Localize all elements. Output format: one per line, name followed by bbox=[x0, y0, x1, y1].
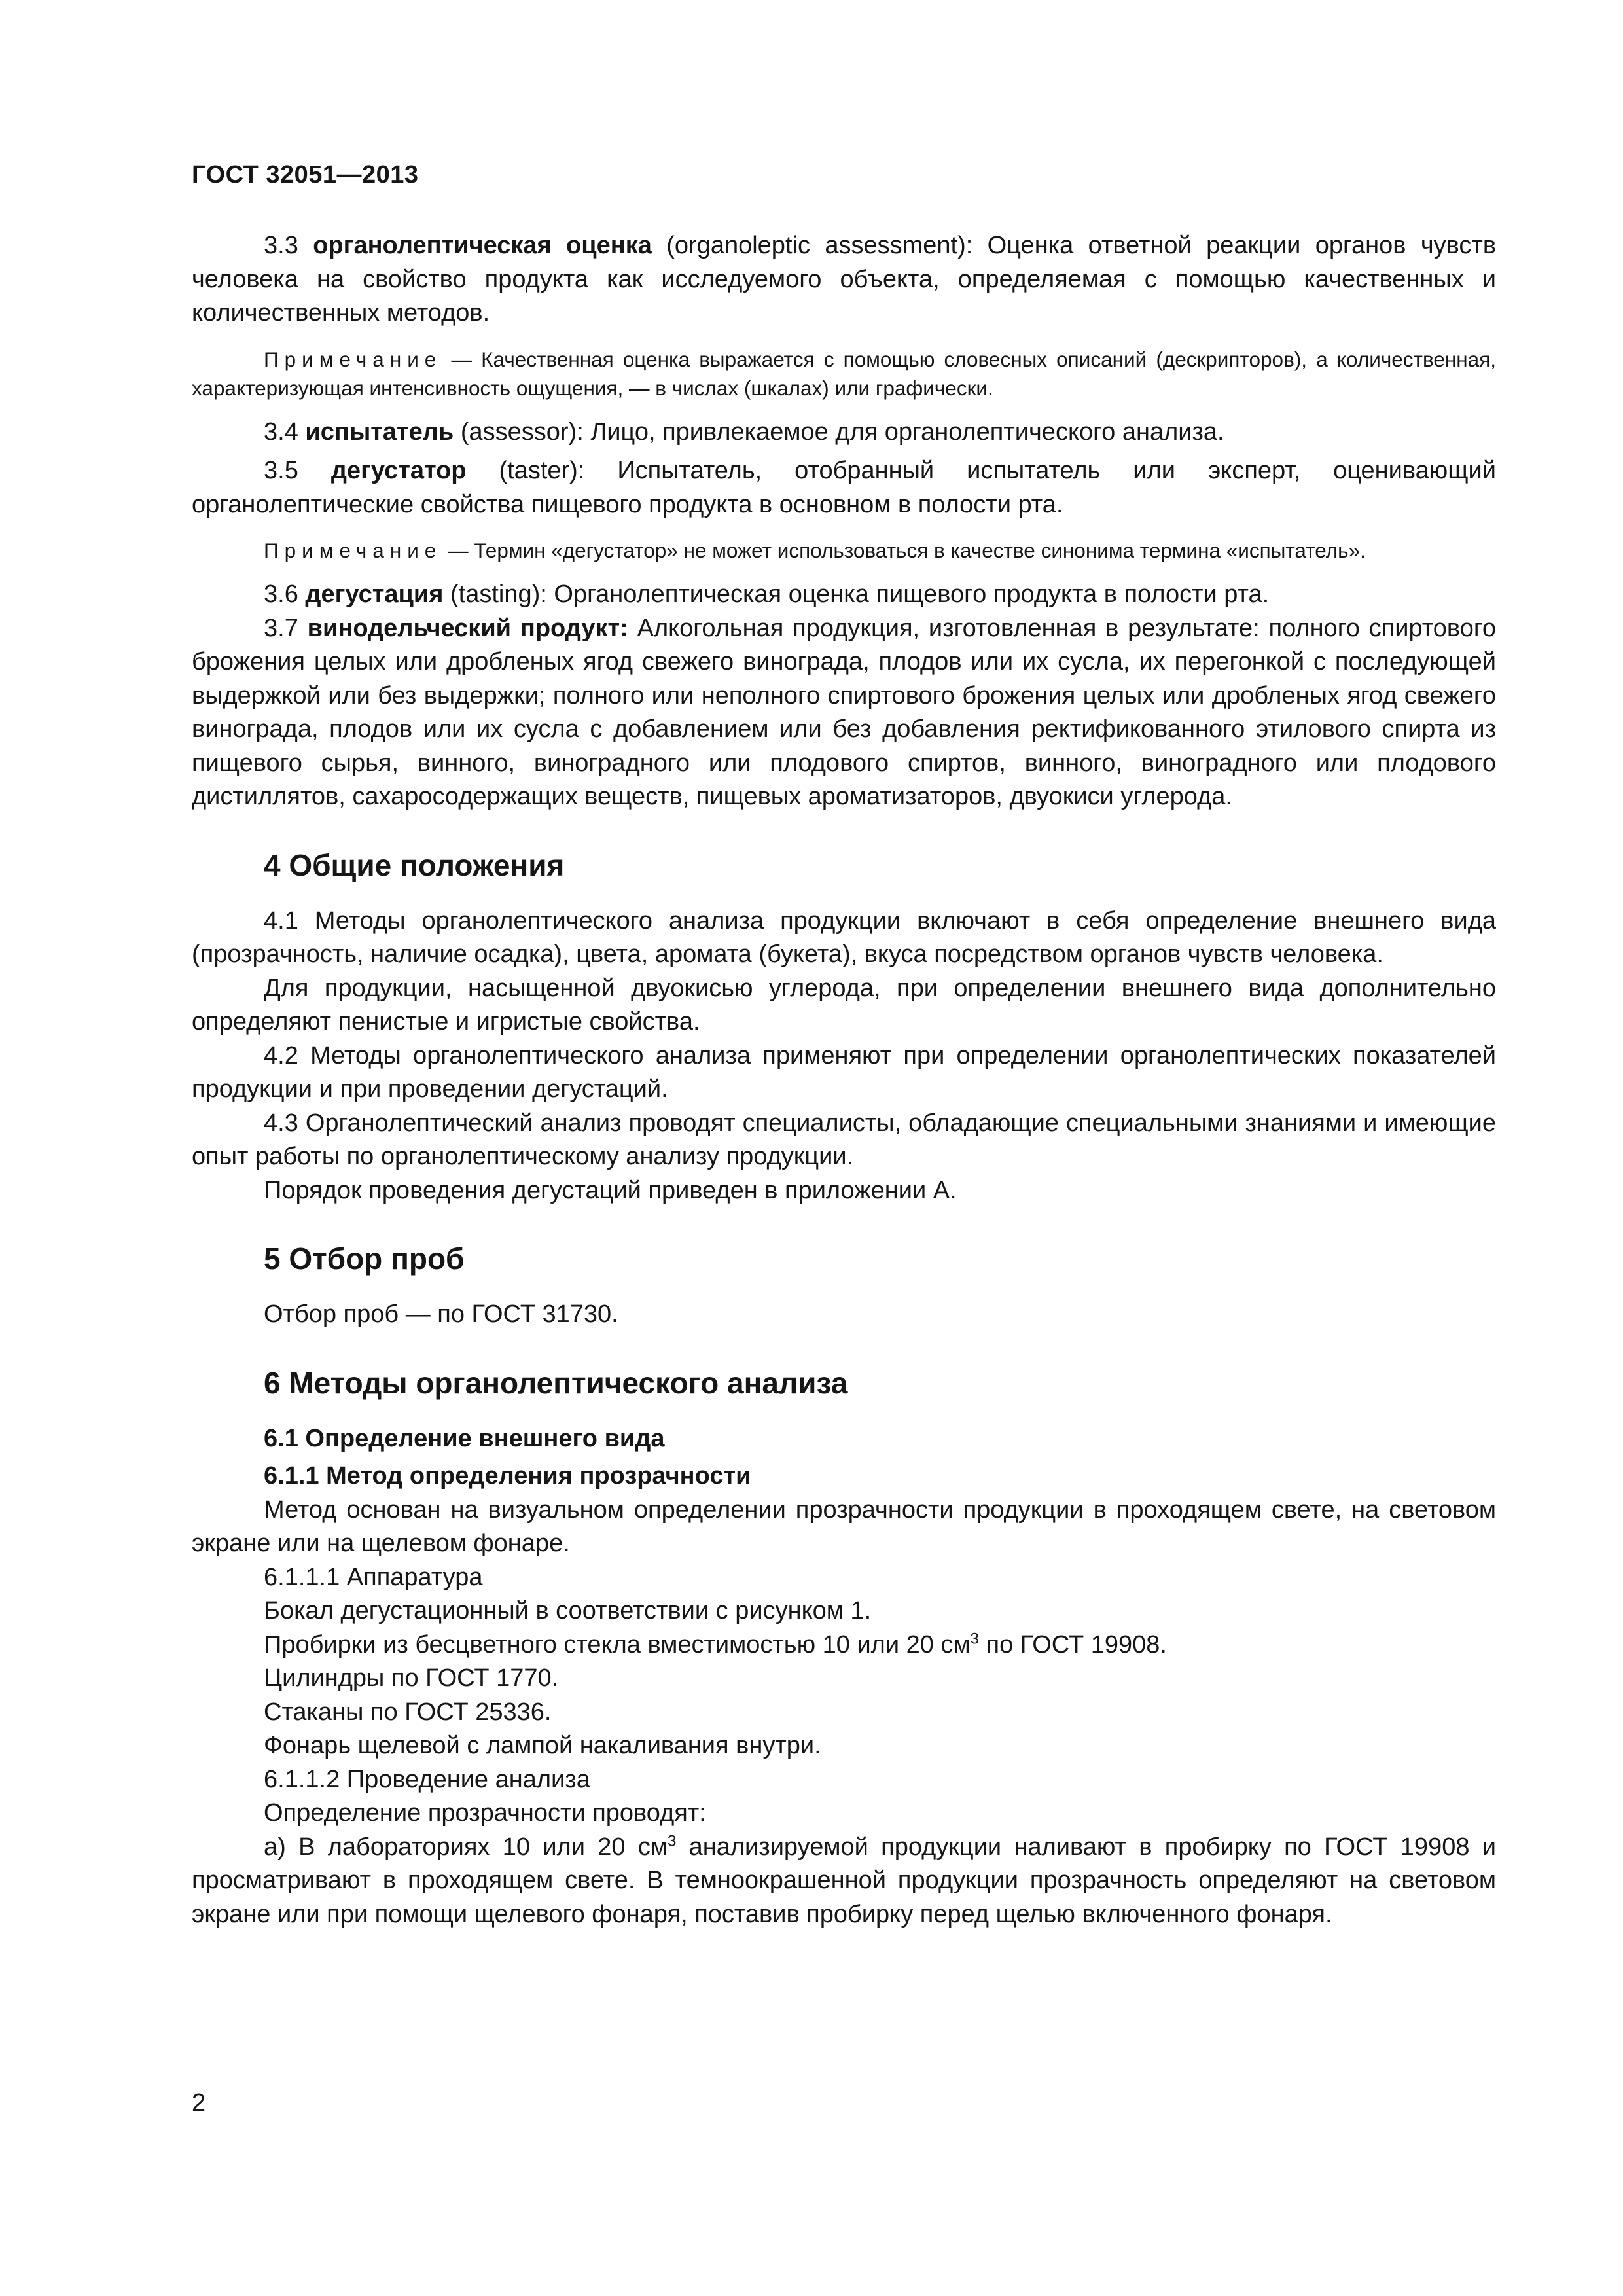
note-2 bbox=[192, 536, 1496, 565]
clause-number: 3.3 bbox=[264, 232, 298, 259]
definition: (taster): Испытатель, отобранный испытатель или эксперт, оценивающий органолептические свойства пищевого продукта в основном в полости рта. bbox=[192, 457, 1496, 518]
paragraph-4-1-extra: Для продукции, насыщенной двуокисью углерода, при определении внешнего вида дополнительно определяют пенистые и игристые свойства. bbox=[192, 974, 1496, 1035]
note-1 bbox=[192, 345, 1496, 403]
paragraph-equipment-tubes bbox=[192, 1628, 1496, 1662]
section-4-title: 4 Общие положения bbox=[264, 848, 565, 882]
paragraph-5: Отбор проб — по ГОСТ 31730. bbox=[264, 1300, 618, 1328]
subsection-6-1-title: 6.1 Определение внешнего вида bbox=[264, 1424, 665, 1452]
page-number: 2 bbox=[192, 2089, 206, 2117]
clause-number: 3.4 bbox=[264, 418, 298, 446]
definition: Алкогольная продукция, изготовленная в результате: полного спиртового брожения целых или дробленых ягод свежего винограда, плодов или их сусла, их перегонкой с последующей выдержкой или без выдержки; полного или неполного спиртового брожения целых или дробленых ягод свежего винограда, плодов или их сусла с добавлением или без добавления ректификованного этилового спирта из пищевого сырья, винного, виноградного или плодового спиртов, винного, виноградного или плодового дистиллятов, сахаросодержащих веществ, пищевых ароматизаторов, двуокиси углерода. bbox=[192, 614, 1496, 810]
standard-header: ГОСТ 32051—2013 bbox=[192, 161, 419, 188]
paragraph-4-3: 4.3 Органолептический анализ проводят специалисты, обладающие специальными знаниями и имеющие опыт работы по органолептическому анализу продукции. bbox=[192, 1109, 1496, 1170]
section-6-title: 6 Методы органолептического анализа bbox=[264, 1365, 848, 1400]
term: органолептическая оценка bbox=[313, 232, 652, 259]
paragraph-4-2: 4.2 Методы органолептического анализа применяют при определении органолептических показателей продукции и при проведении дегустаций. bbox=[192, 1041, 1496, 1103]
paragraph-3-4 bbox=[192, 416, 1496, 450]
term: дегустация bbox=[305, 581, 444, 608]
paragraph-equipment-beakers: Стаканы по ГОСТ 25336. bbox=[264, 1698, 552, 1726]
paragraph-procedure-intro: Определение прозрачности проводят: bbox=[264, 1799, 706, 1827]
definition: (organoleptic assessment): Оценка ответной реакции органов чувств человека на свойство продукта как исследуемого объекта, определяемая с помощью качественных и количественных методов. bbox=[192, 232, 1497, 327]
text: Пробирки из бесцветного стекла вместимостью 10 или 20 см bbox=[264, 1630, 971, 1659]
definition: (assessor): Лицо, привлекаемое для органолептического анализа. bbox=[454, 418, 1224, 446]
paragraph-6-1-1-1: 6.1.1.1 Аппаратура bbox=[264, 1563, 483, 1591]
paragraph-4-3-extra: Порядок проведения дегустаций приведен в приложении А. bbox=[264, 1176, 957, 1204]
text: по ГОСТ 19908. bbox=[978, 1630, 1167, 1659]
superscript: 3 bbox=[667, 1831, 677, 1850]
paragraph-6-1-1-2: 6.1.1.2 Проведение анализа bbox=[264, 1765, 590, 1793]
text: анализируемой продукции наливают в пробирку по ГОСТ 19908 и просматривают в проходящем свете. В темноокрашенной продукции прозрачность определяют на световом экране или при помощи щелевого фонаря, поставив пробирку перед щелью включенного фонаря. bbox=[192, 1833, 1496, 1928]
clause-number: 3.7 bbox=[264, 614, 298, 642]
term: дегустатор bbox=[330, 457, 467, 484]
paragraph-6-1-1: Метод основан на визуальном определении прозрачности продукции в проходящем свете, на световом экране или на щелевом фонаре. bbox=[192, 1496, 1496, 1557]
superscript: 3 bbox=[970, 1629, 979, 1647]
section-5-title: 5 Отбор проб bbox=[264, 1242, 465, 1276]
note-label: Примечание bbox=[264, 347, 442, 371]
paragraph-3-7 bbox=[192, 612, 1496, 814]
paragraph-3-5 bbox=[192, 454, 1496, 522]
paragraph-equipment-glass: Бокал дегустационный в соответствии с рисунком 1. bbox=[264, 1597, 872, 1624]
note-text: — Качественная оценка выражается с помощью словесных описаний (дескрипторов), а количественная, характеризующая интенсивность ощущения, — в числах (шкалах) или графически. bbox=[192, 347, 1496, 400]
clause-number: 3.6 bbox=[264, 581, 298, 608]
paragraph-equipment-cylinders: Цилиндры по ГОСТ 1770. bbox=[264, 1664, 559, 1692]
clause-number: 3.5 bbox=[264, 457, 298, 484]
paragraph-3-6 bbox=[192, 578, 1496, 612]
paragraph-procedure-a bbox=[192, 1831, 1496, 1932]
term: винодельческий продукт: bbox=[307, 614, 628, 642]
subsection-6-1-1-title: 6.1.1 Метод определения прозрачности bbox=[264, 1462, 751, 1490]
definition: (tasting): Органолептическая оценка пищевого продукта в полости рта. bbox=[443, 581, 1270, 608]
note-label: Примечание bbox=[264, 539, 442, 562]
paragraph-4-1: 4.1 Методы органолептического анализа продукции включают в себя определение внешнего вида (прозрачность, наличие осадка), цвета, аромата (букета), вкуса посредством органов чувств человека. bbox=[192, 906, 1496, 968]
note-text: — Термин «дегустатор» не может использоваться в качестве синонима термина «испытатель». bbox=[442, 539, 1366, 562]
paragraph-equipment-lantern: Фонарь щелевой с лампой накаливания внутри. bbox=[264, 1732, 821, 1759]
document-body bbox=[192, 229, 1496, 1931]
paragraph-3-3 bbox=[192, 229, 1496, 331]
term: испытатель bbox=[305, 418, 454, 446]
text: а) В лабораториях 10 или 20 см bbox=[264, 1833, 668, 1861]
